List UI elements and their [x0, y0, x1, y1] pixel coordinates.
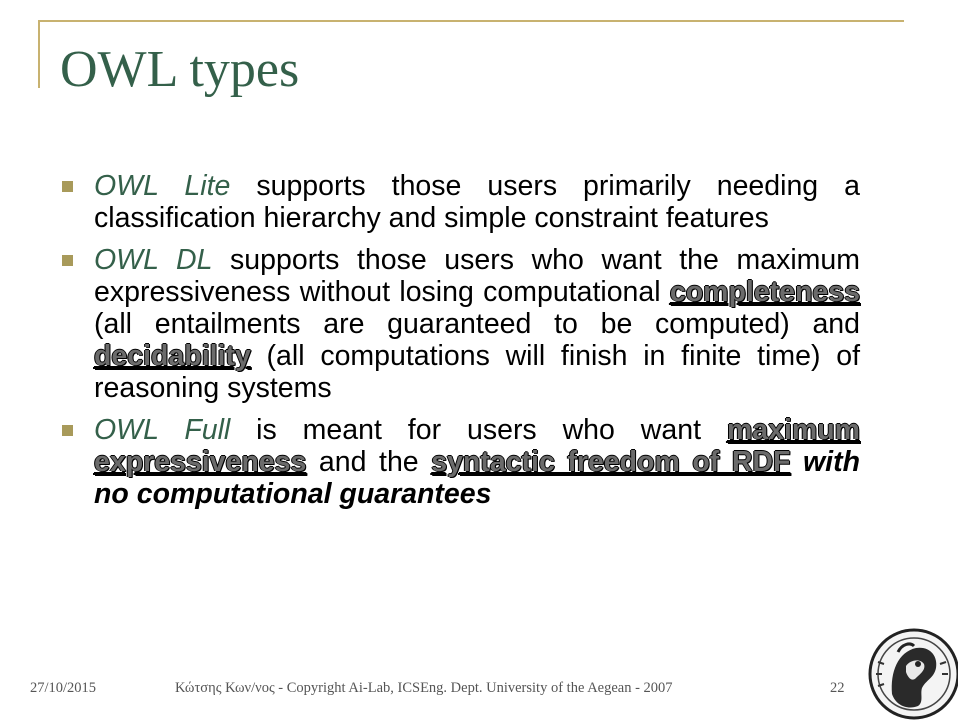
bullet-text: supports those users who want the maximum expressiveness without losing computational [94, 244, 860, 308]
page-number: 22 [830, 680, 845, 696]
term-maximum-expressiveness: maximum expressiveness [94, 414, 860, 478]
owl-full-term: OWL Full [94, 414, 231, 446]
square-bullet-icon [62, 181, 73, 192]
emphasis-no-guarantees: with no computational guarantees [94, 446, 860, 510]
footer-date: 27/10/2015 [30, 680, 97, 696]
term-decidability: decidability [94, 340, 251, 372]
square-bullet-icon [62, 425, 73, 436]
frame-vertical-line [38, 20, 40, 88]
square-bullet-icon [62, 255, 73, 266]
bullet-text: (all computations will finish in finite time) of reasoning systems [94, 340, 860, 404]
term-completeness: completeness [669, 276, 860, 308]
footer-copyright: Κώτσης Κων/νος - Copyright Ai-Lab, ICSEng. Dept. University of the Aegean - 2007 [175, 680, 673, 696]
university-seal-icon [862, 622, 958, 720]
bullet-owl-full [60, 414, 860, 510]
bullet-text: is meant for users who want [230, 414, 727, 446]
owl-dl-term: OWL DL [94, 244, 213, 276]
bullet-list [60, 170, 860, 520]
bullet-text [790, 446, 803, 478]
bullet-owl-dl [60, 244, 860, 404]
bullet-text: (all entailments are guaranteed to be computed) and [94, 308, 860, 340]
bullet-text: supports those users primarily needing a classification hierarchy and simple constraint features [94, 170, 860, 234]
bullet-owl-lite [60, 170, 860, 234]
frame-horizontal-line [38, 20, 904, 22]
bullet-text: and the [306, 446, 432, 478]
owl-lite-term: OWL Lite [94, 170, 231, 202]
term-syntactic-freedom: syntactic freedom of RDF [431, 446, 791, 478]
slide-title: OWL types [60, 41, 300, 98]
